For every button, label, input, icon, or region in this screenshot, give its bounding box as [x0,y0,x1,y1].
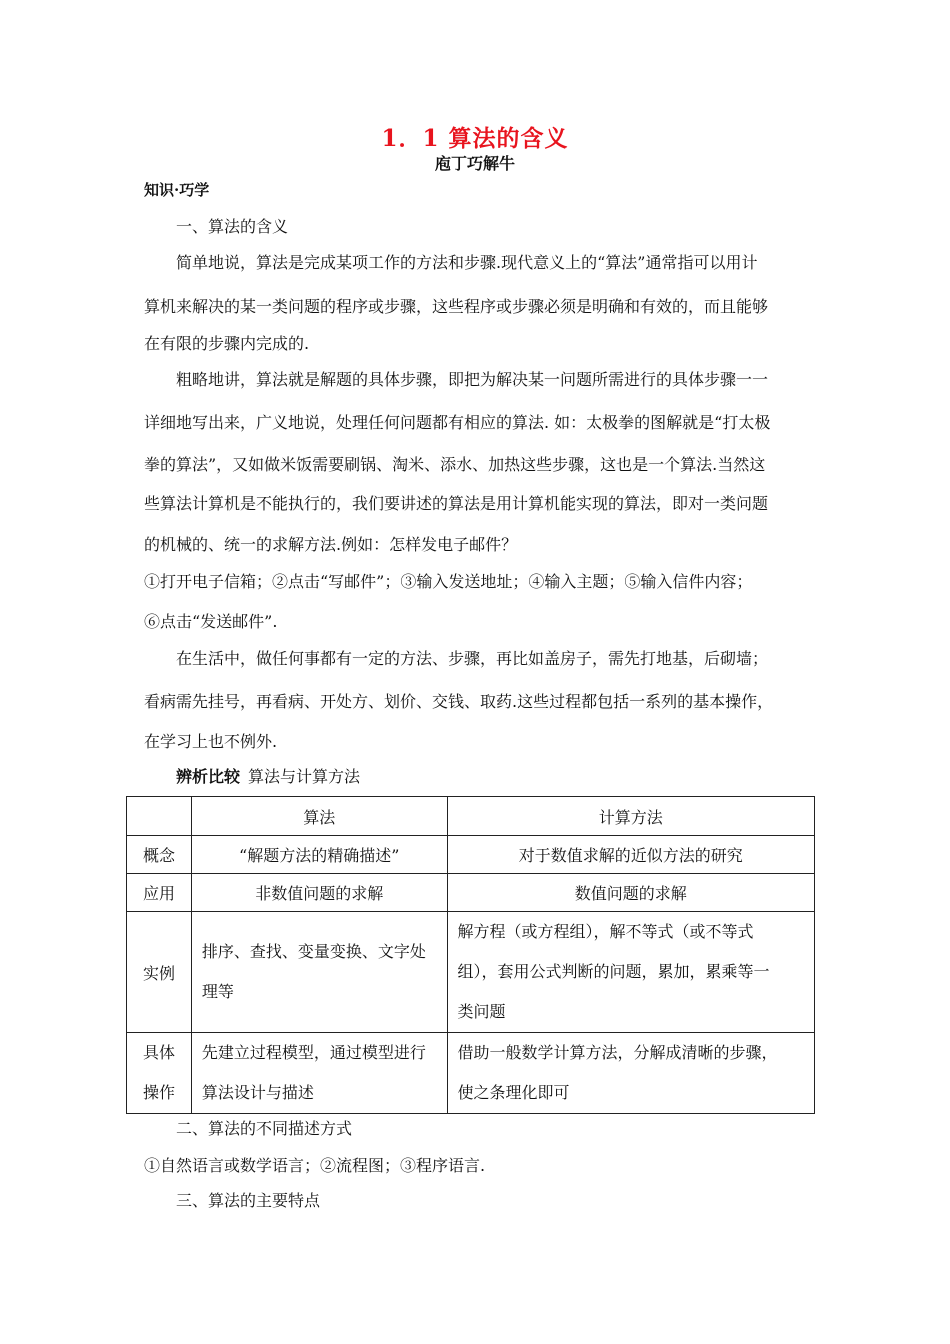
table-header-row [127,797,815,836]
table-row [127,1033,815,1114]
row-label: 应用 [127,874,192,912]
compare-topic: 算法与计算方法 [248,767,361,786]
cell-line: 排序、查找、变量变换、文字处 [201,942,426,961]
email-steps-line: ①打开电子信箱；②点击“写邮件”；③输入发送地址；④输入主题；⑤输入信件内容； [144,572,753,591]
cell-calc-method: 对于数值求解的近似方法的研究 [447,836,814,874]
cell-line: 解方程（或方程组），解不等式（或不等式 [457,922,754,941]
cell-line: 先建立过程模型，通过模型进行 [201,1043,426,1062]
compare-label: 辨析比较 [176,767,241,786]
email-steps-line: ⑥点击“发送邮件”. [144,612,278,631]
cell-algorithm: 非数值问题的求解 [191,874,447,912]
header-cell-calc-method: 计算方法 [447,797,814,836]
para2-line: 详细地写出来，广义地说，处理任何问题都有相应的算法. 如：太极拳的图解就是“打太极 [144,413,771,432]
cell-line: 算法设计与描述 [201,1083,314,1102]
compare-caption [176,764,360,787]
cell-line: 使之条理化即可 [457,1083,570,1102]
cell-line: 具体 [142,1043,175,1062]
para3-line: 在生活中，做任何事都有一定的方法、步骤，再比如盖房子，需先打地基，后砌墙； [176,649,769,668]
para3-line: 在学习上也不例外. [144,732,278,751]
para1-line: 算机来解决的某一类问题的程序或步骤，这些程序或步骤必须是明确和有效的，而且能够 [144,297,769,316]
doc-title: 1．1 算法的含义 [381,125,569,152]
para2-line: 的机械的、统一的求解方法.例如：怎样发电子邮件？ [144,535,518,554]
description-methods: ①自然语言或数学语言；②流程图；③程序语言. [144,1156,486,1175]
table-row [127,874,815,912]
cell-algorithm: “解题方法的精确描述” [191,836,447,874]
comparison-table [126,796,815,1114]
header-cell-empty [127,797,192,836]
cell-calc-method [447,912,814,1033]
para1-line: 在有限的步骤内完成的. [144,334,310,353]
para3-line: 看病需先挂号，再看病、开处方、划价、交钱、取药.这些过程都包括一系列的基本操作， [144,692,774,711]
cell-algorithm [191,912,447,1033]
cell-calc-method: 数值问题的求解 [447,874,814,912]
cell-line: 借助一般数学计算方法，分解成清晰的步骤， [457,1043,778,1062]
row-label: 实例 [127,912,192,1033]
cell-line: 操作 [142,1083,175,1102]
cell-line: 理等 [201,982,234,1001]
table-row [127,836,815,874]
cell-line: 类问题 [457,1002,506,1021]
row-label [127,1033,192,1114]
table-row [127,912,815,1033]
para2-line: 拳的算法”，又如做米饭需要刷锅、淘米、添水、加热这些步骤，这也是一个算法.当然这 [144,455,766,474]
row-label: 概念 [127,836,192,874]
cell-algorithm [191,1033,447,1114]
section-tag: 知识·巧学 [144,181,210,199]
para2-line: 些算法计算机是不能执行的，我们要讲述的算法是用计算机能实现的算法，即对一类问题 [144,494,769,513]
heading-3: 三、算法的主要特点 [176,1191,321,1210]
doc-subtitle: 庖丁巧解牛 [434,154,515,173]
header-cell-algorithm: 算法 [191,797,447,836]
cell-calc-method [447,1033,814,1114]
heading-1: 一、算法的含义 [176,217,289,236]
para1-line: 简单地说，算法是完成某项工作的方法和步骤.现代意义上的“算法”通常指可以用计 [176,253,758,272]
para2-line: 粗略地讲，算法就是解题的具体步骤，即把为解决某一问题所需进行的具体步骤一一 [176,370,769,389]
heading-2: 二、算法的不同描述方式 [176,1119,353,1138]
cell-line: 组），套用公式判断的问题，累加，累乘等一 [457,962,770,981]
